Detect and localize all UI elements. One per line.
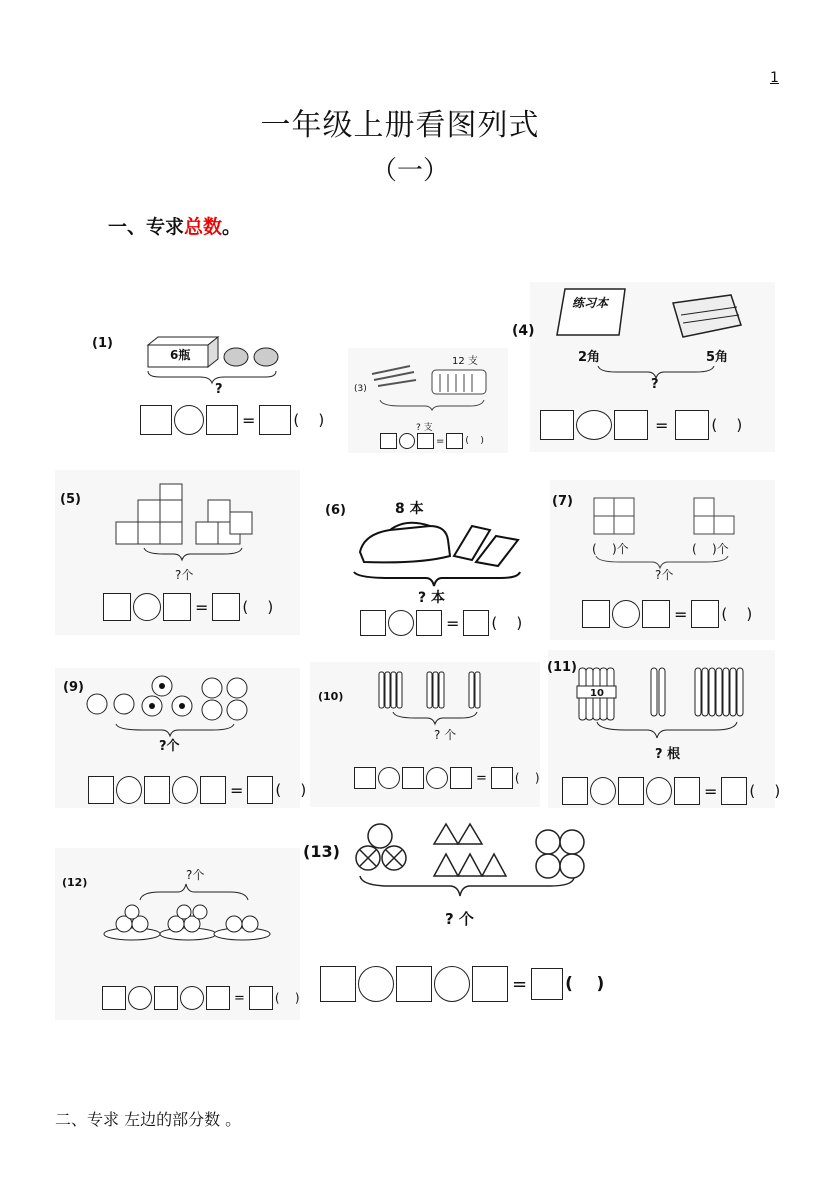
problem-13-equation [320,966,604,1002]
operator-circle[interactable] [133,593,161,621]
answer-box[interactable] [102,986,126,1010]
problem-3-equation [380,433,484,449]
equals-sign: = [195,597,209,617]
problem-7-question: ?个 [655,568,674,582]
answer-box[interactable] [88,776,114,804]
answer-box[interactable] [154,986,178,1010]
problem-1-question: ? [215,382,223,397]
unit-parens: ( ) [275,781,307,799]
operator-circle[interactable] [388,610,414,636]
section-1-prefix: 一、专求 [108,216,185,238]
answer-box[interactable] [582,600,610,628]
problem-4-question: ? [651,377,659,392]
problem-6-picture [350,512,530,592]
answer-box[interactable] [446,433,463,449]
equals-sign: = [230,780,244,800]
equals-sign: = [655,415,669,435]
equals-sign: = [476,770,487,786]
answer-box[interactable] [691,600,719,628]
operator-circle[interactable] [174,405,204,435]
problem-12-question: ?个 [186,868,205,882]
operator-circle[interactable] [612,600,640,628]
answer-box[interactable] [674,777,700,805]
answer-box[interactable] [531,968,563,1000]
equals-sign: = [704,781,718,801]
problem-10-label: (10) [318,690,344,703]
answer-box[interactable] [206,986,230,1010]
problem-6-top-text: 8 本 [395,501,424,517]
answer-box[interactable] [614,410,648,440]
problem-6-label: (6) [325,503,346,518]
operator-circle[interactable] [172,776,198,804]
section-1-suffix: 。 [222,216,242,238]
operator-circle[interactable] [590,777,616,805]
answer-box[interactable] [380,433,397,449]
answer-box[interactable] [320,966,356,1002]
answer-box[interactable] [721,777,747,805]
problem-6-question: ? 本 [418,590,445,606]
problem-13-question: ? 个 [445,910,474,928]
unit-parens: ( ) [721,605,753,623]
problem-4-left-value: 2角 [578,350,601,365]
answer-box[interactable] [402,767,424,789]
operator-circle[interactable] [434,966,470,1002]
operator-circle[interactable] [646,777,672,805]
answer-box[interactable] [354,767,376,789]
operator-circle[interactable] [378,767,400,789]
answer-box[interactable] [450,767,472,789]
answer-box[interactable] [562,777,588,805]
unit-parens: ( ) [465,436,484,446]
unit-parens: ( ) [274,991,300,1005]
problem-3-question: ? 支 [416,423,433,433]
answer-box[interactable] [247,776,273,804]
problem-13-label: (13) [303,842,340,861]
operator-circle[interactable] [426,767,448,789]
equals-sign: = [436,435,445,447]
answer-box[interactable] [360,610,386,636]
operator-circle[interactable] [116,776,142,804]
problem-5-question: ?个 [175,568,194,582]
equals-sign: = [234,990,245,1006]
answer-box[interactable] [144,776,170,804]
answer-box[interactable] [249,986,273,1010]
operator-circle[interactable] [128,986,152,1010]
page-title: 一年级上册看图列式 [260,108,540,143]
unit-parens: ( ) [565,974,605,994]
problem-12-picture [100,880,275,950]
answer-box[interactable] [416,610,442,636]
section-1-highlight: 总数 [184,216,223,238]
equals-sign: = [674,604,688,624]
problem-6-equation [360,610,522,636]
problem-4-right-value: 5角 [706,350,729,365]
answer-box[interactable] [675,410,709,440]
unit-parens: ( ) [711,416,743,434]
unit-parens: ( ) [293,411,325,429]
problem-12-equation [102,986,300,1010]
problem-1-label: (1) [92,336,113,351]
problem-5-equation [103,593,273,621]
answer-box[interactable] [206,405,238,435]
answer-box[interactable] [642,600,670,628]
answer-box[interactable] [259,405,291,435]
problem-11-bundle-text: 10 [590,688,604,699]
answer-box[interactable] [472,966,508,1002]
problem-11-label: (11) [547,660,577,675]
problem-9-equation [88,776,306,804]
problem-9-question: ?个 [159,739,180,754]
problem-11-picture [575,660,755,750]
problem-13-picture [350,820,595,900]
equals-sign: = [242,410,256,430]
answer-box[interactable] [540,410,574,440]
section-1-heading [108,212,241,239]
problem-11-question: ? 根 [655,747,681,762]
problem-12-label: (12) [62,876,88,889]
problem-3-picture [370,362,500,412]
problem-7-right-blank: ( )个 [692,542,729,556]
equals-sign: = [512,973,528,995]
unit-parens: ( ) [514,771,540,785]
answer-box[interactable] [396,966,432,1002]
problem-4-label: (4) [512,323,535,339]
answer-box[interactable] [417,433,434,449]
answer-box[interactable] [163,593,191,621]
problem-1-equation [140,405,324,435]
page-subtitle: （一） [370,156,449,186]
problem-5-picture [110,482,260,562]
problem-3-top-text: 12 支 [452,356,478,367]
answer-box[interactable] [491,767,513,789]
problem-10-question: ? 个 [434,728,457,742]
problem-10-equation [354,767,540,789]
problem-11-equation [562,777,780,805]
answer-box[interactable] [140,405,172,435]
problem-9-label: (9) [63,680,84,695]
unit-parens: ( ) [242,598,274,616]
operator-circle[interactable] [576,410,612,440]
problem-10-picture [375,668,495,728]
problem-7-left-blank: ( )个 [592,542,629,556]
answer-box[interactable] [200,776,226,804]
problem-3-label: (3) [354,384,367,394]
problem-7-equation [582,600,752,628]
answer-box[interactable] [618,777,644,805]
answer-box[interactable] [212,593,240,621]
problem-7-label: (7) [552,494,573,509]
equals-sign: = [446,613,460,633]
problem-5-label: (5) [60,492,81,507]
answer-box[interactable] [463,610,489,636]
answer-box[interactable] [103,593,131,621]
operator-circle[interactable] [399,433,415,449]
section-2-heading: 二、专求 左边的部分数 。 [55,1110,242,1129]
operator-circle[interactable] [358,966,394,1002]
problem-4-equation [540,410,742,440]
operator-circle[interactable] [180,986,204,1010]
problem-4-book-text: 练习本 [572,296,609,310]
problem-1-box-text: 6瓶 [170,348,191,362]
unit-parens: ( ) [491,614,523,632]
unit-parens: ( ) [749,782,781,800]
page-number: 1 [770,70,779,86]
